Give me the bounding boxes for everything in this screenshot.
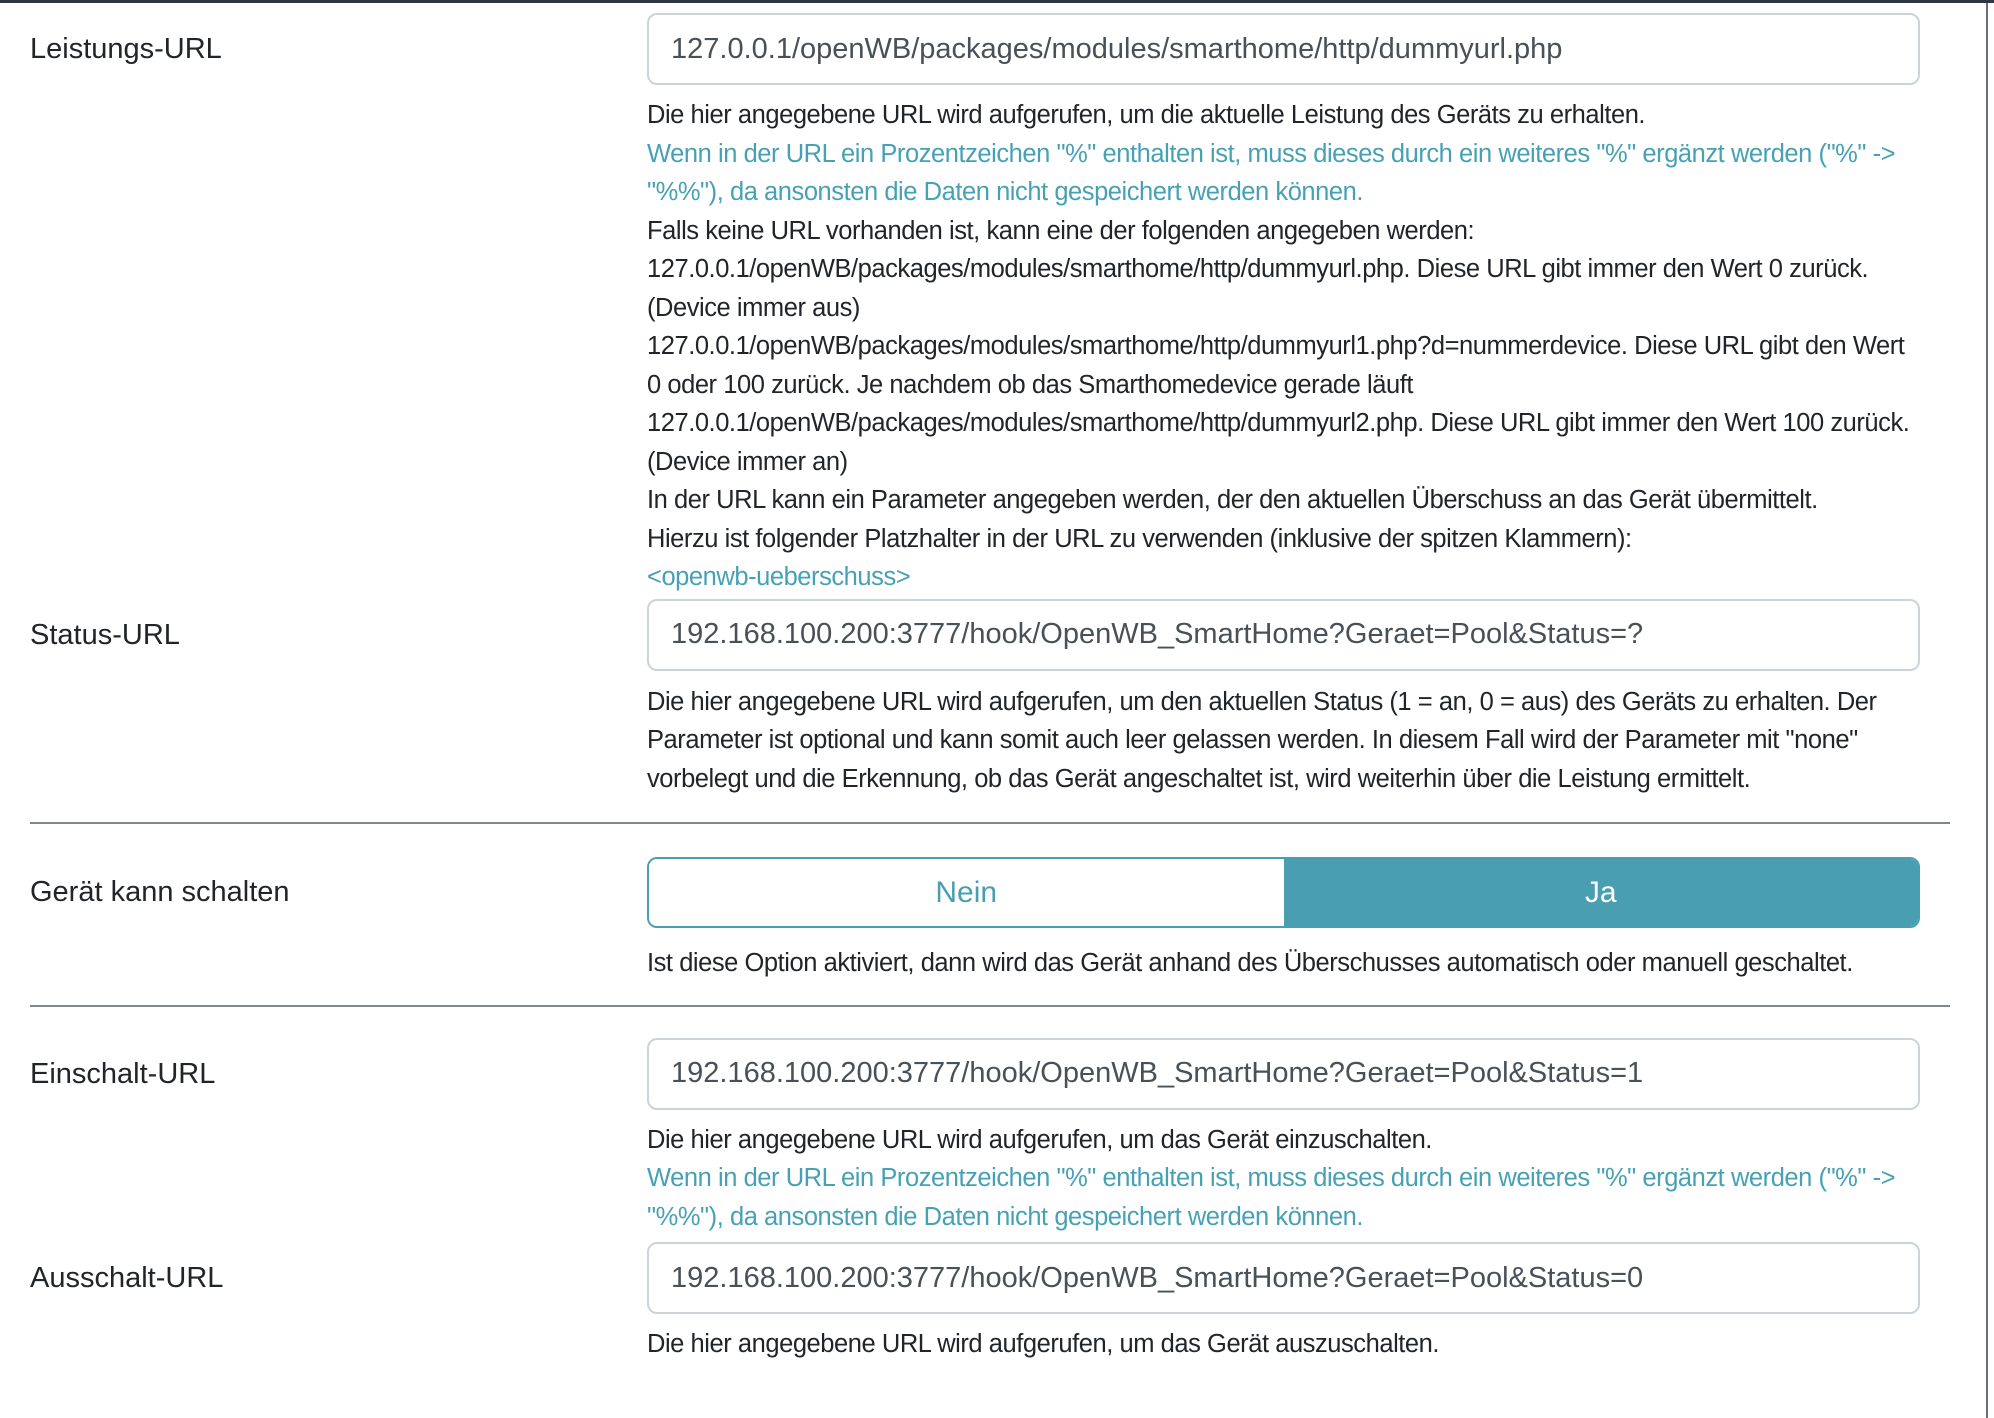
status-url-label: Status-URL (30, 618, 180, 651)
help-intro: Die hier angegebene URL wird aufgerufen, um die aktuelle Leistung des Geräts zu erhalten. (647, 101, 1646, 129)
leistungs-url-input[interactable] (647, 13, 1920, 85)
status-url-input[interactable] (647, 599, 1920, 671)
ausschalt-url-input[interactable] (647, 1242, 1920, 1314)
form-row-ausschalt-url (0, 1242, 1956, 1364)
help-param: In der URL kann ein Parameter angegeben werden, der den aktuellen Überschuss an das Gerät übermittelt. (647, 486, 1818, 514)
ausschalt-url-label: Ausschalt-URL (30, 1262, 224, 1294)
einschalt-url-help (647, 1121, 1920, 1237)
leistungs-url-help (647, 96, 1920, 597)
form-row-leistungs-url (0, 13, 1956, 597)
help-dummy-url-1: 127.0.0.1/openWB/packages/modules/smarthome/http/dummyurl1.php?d=nummerdevice. Diese URL gibt den Wert 0 oder 100 zurück. Je nachdem ob das Smarthomedevice gerade läuft (647, 332, 1905, 399)
geraet-kann-schalten-ja-button[interactable]: Ja (1284, 859, 1919, 926)
geraet-kann-schalten-nein-button[interactable]: Nein (649, 859, 1284, 926)
help-placeholder-token: <openwb-ueberschuss> (647, 563, 911, 591)
help-einschalt-intro: Die hier angegebene URL wird aufgerufen, um das Gerät einzuschalten. (647, 1125, 1432, 1154)
help-fallback-intro: Falls keine URL vorhanden ist, kann eine der folgenden angegeben werden: (647, 216, 1475, 245)
leistungs-url-label: Leistungs-URL (30, 33, 222, 65)
status-url-help (647, 683, 1920, 799)
section-divider (30, 822, 1950, 824)
geraet-kann-schalten-toggle (647, 857, 1920, 928)
geraet-kann-schalten-label: Gerät kann schalten (30, 876, 290, 908)
geraet-kann-schalten-help (647, 944, 1920, 983)
help-percent-warning: Wenn in der URL ein Prozentzeichen "%" enthalten ist, muss dieses durch ein weiteres "%" ergänzt werden ("%" -> "%%"), da ansonsten die Daten nicht gespeichert werden können. (647, 139, 1896, 206)
smarthome-device-settings-form (0, 3, 1956, 1364)
right-border (1986, 3, 1988, 1418)
section-divider (30, 1005, 1950, 1007)
help-schalten: Ist diese Option aktiviert, dann wird das Gerät anhand des Überschusses automatisch oder manuell geschaltet. (647, 949, 1853, 977)
form-row-geraet-kann-schalten (0, 857, 1956, 983)
help-placeholder-intro: Hierzu ist folgender Platzhalter in der URL zu verwenden (inklusive der spitzen Klammern): (647, 524, 1632, 553)
form-row-einschalt-url (0, 1038, 1956, 1237)
einschalt-url-label: Einschalt-URL (30, 1057, 216, 1090)
einschalt-url-input[interactable] (647, 1038, 1920, 1110)
help-dummy-url-2: 127.0.0.1/openWB/packages/modules/smarthome/http/dummyurl2.php. Diese URL gibt immer den Wert 100 zurück. (Device immer an) (647, 409, 1910, 476)
help-status: Die hier angegebene URL wird aufgerufen, um den aktuellen Status (1 = an, 0 = aus) des Geräts zu erhalten. Der Parameter ist optional und kann somit auch leer gelassen werden. In diesem Fall wird der Parameter mit "none" vorbelegt und die Erkennung, ob das Gerät angeschaltet ist, wird weiterhin über die Leistung ermittelt. (647, 687, 1877, 793)
form-row-status-url (0, 599, 1956, 799)
help-ausschalt-intro: Die hier angegebene URL wird aufgerufen, um das Gerät auszuschalten. (647, 1330, 1440, 1358)
ausschalt-url-help (647, 1325, 1920, 1364)
help-percent-warning: Wenn in der URL ein Prozentzeichen "%" enthalten ist, muss dieses durch ein weiteres "%" ergänzt werden ("%" -> "%%"), da ansonsten die Daten nicht gespeichert werden können. (647, 1164, 1896, 1231)
help-dummy-url-0: 127.0.0.1/openWB/packages/modules/smarthome/http/dummyurl.php. Diese URL gibt immer den Wert 0 zurück.(Device immer aus) (647, 255, 1869, 322)
